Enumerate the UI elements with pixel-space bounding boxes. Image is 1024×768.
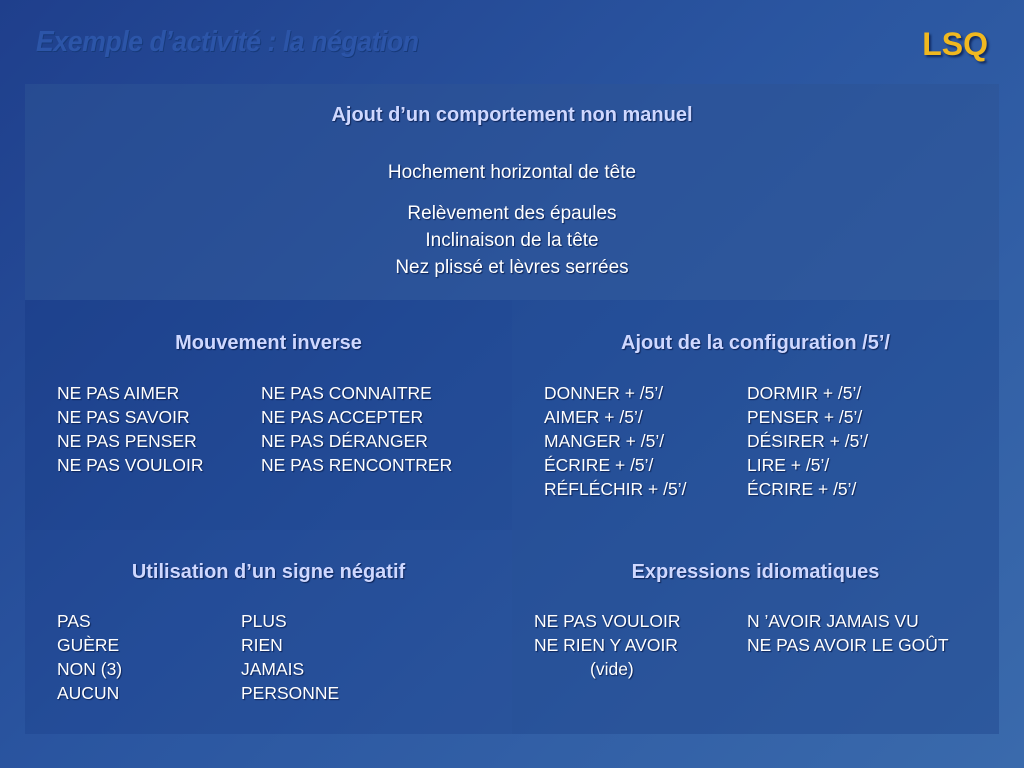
list-column <box>544 381 686 501</box>
list-item: DONNER + /5’/ <box>544 383 664 403</box>
panel-heading: Utilisation d’un signe négatif <box>131 561 406 583</box>
panel-line: Inclinaison de la tête <box>425 230 599 251</box>
list-column <box>57 609 122 705</box>
list-item: PENSER + /5’/ <box>747 407 863 427</box>
list-item: PERSONNE <box>241 683 340 703</box>
list-item: LIRE + /5’/ <box>747 455 830 475</box>
list-item: RÉFLÉCHIR + /5’/ <box>544 479 687 499</box>
list-item: NE RIEN Y AVOIR <box>534 635 678 655</box>
negative-sign-panel <box>25 530 512 734</box>
panel-heading: Ajout d’un comportement non manuel <box>331 104 693 126</box>
list-item: NE PAS VOULOIR <box>534 611 681 631</box>
list-item: RIEN <box>241 635 283 655</box>
list-column <box>747 609 949 657</box>
inverse-movement-panel <box>25 300 512 530</box>
list-item: NE PAS AIMER <box>57 383 180 403</box>
panel-heading: Ajout de la configuration /5’/ <box>621 332 890 354</box>
panel-line: Hochement horizontal de tête <box>387 162 637 183</box>
list-item: NE PAS RENCONTRER <box>261 455 453 475</box>
panel-heading: Expressions idiomatiques <box>631 561 880 583</box>
panel-line: Relèvement des épaules <box>407 203 617 224</box>
list-item: NE PAS ACCEPTER <box>261 407 424 427</box>
list-item: NE PAS CONNAITRE <box>261 383 432 403</box>
list-item: AIMER + /5’/ <box>544 407 643 427</box>
panel-heading: Mouvement inverse <box>175 332 362 354</box>
idioms-panel <box>512 530 999 734</box>
list-item: N ’AVOIR JAMAIS VU <box>747 611 919 631</box>
list-item: NON (3) <box>57 659 123 679</box>
configuration-panel <box>512 300 999 530</box>
list-column <box>747 381 868 501</box>
list-column <box>57 381 204 477</box>
panel-line: Nez plissé et lèvres serrées <box>395 257 629 278</box>
list-item: NE PAS DÉRANGER <box>261 431 428 451</box>
list-item: MANGER + /5’/ <box>544 431 665 451</box>
list-column <box>241 609 339 705</box>
list-item: AUCUN <box>57 683 120 703</box>
brand-logo-text: LSQ <box>922 26 988 62</box>
non-manual-panel <box>25 84 999 300</box>
list-column <box>261 381 452 477</box>
list-item: DÉSIRER + /5’/ <box>747 431 869 451</box>
list-item: NE PAS SAVOIR <box>57 407 190 427</box>
list-column <box>534 609 681 681</box>
list-item: PLUS <box>241 611 287 631</box>
list-item: NE PAS AVOIR LE GOÛT <box>747 635 949 655</box>
list-item-note: (vide) <box>590 659 634 679</box>
list-item: JAMAIS <box>241 659 305 679</box>
list-item: GUÈRE <box>57 635 120 655</box>
list-item: NE PAS VOULOIR <box>57 455 204 475</box>
slide-title: Exemple d’activité : la négation <box>36 26 419 58</box>
panel-lines <box>25 200 999 281</box>
list-item: PAS <box>57 611 91 631</box>
list-item: DORMIR + /5’/ <box>747 383 862 403</box>
list-item: NE PAS PENSER <box>57 431 197 451</box>
list-item: ÉCRIRE + /5’/ <box>544 455 654 475</box>
list-item: ÉCRIRE + /5’/ <box>747 479 857 499</box>
